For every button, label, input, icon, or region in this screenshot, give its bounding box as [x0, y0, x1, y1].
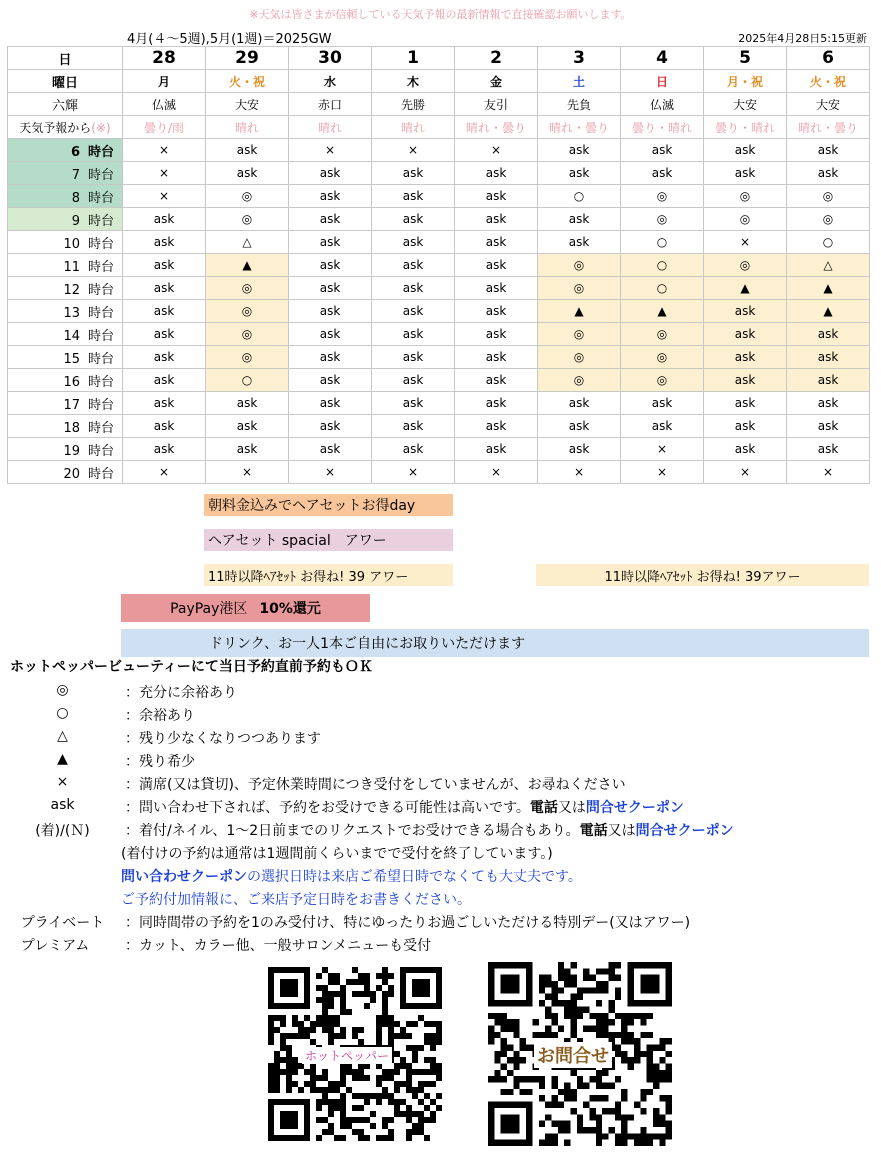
slot-cell[interactable]: ask	[538, 162, 621, 185]
hour-label	[8, 461, 123, 484]
hour-row	[8, 438, 870, 461]
hour-suffix: 時台	[87, 351, 114, 367]
slot-cell[interactable]: ask	[455, 162, 538, 185]
slot-cell[interactable]: ask	[372, 208, 455, 231]
date-row	[8, 47, 870, 70]
slot-cell[interactable]: ask	[206, 162, 289, 185]
legend-desc: ：カット、カラー他、一般サロンメニューも受付	[125, 938, 432, 954]
hotpepper-qr-code[interactable]	[268, 967, 442, 1145]
slot-cell[interactable]: ▲	[538, 300, 621, 323]
hour-suffix: 時台	[87, 397, 114, 413]
date-cell: 5	[704, 47, 787, 70]
hour-row	[8, 369, 870, 392]
slot-cell[interactable]: ask	[289, 346, 372, 369]
slot-cell[interactable]: ask	[704, 369, 787, 392]
legend-symbol: プライベート	[20, 915, 105, 931]
hour39-band-a	[204, 564, 453, 586]
slot-cell[interactable]: ask	[455, 415, 538, 438]
slot-cell[interactable]: ×	[123, 185, 206, 208]
hour-suffix: 時台	[87, 213, 114, 229]
hour-label	[8, 231, 123, 254]
slot-cell[interactable]: ask	[455, 323, 538, 346]
hour-number: 16	[63, 374, 80, 390]
weather-cell: 曇り・晴れ	[621, 116, 704, 139]
slot-cell[interactable]: ask	[289, 208, 372, 231]
special-band-text: ヘアセット spacial アワー	[208, 533, 387, 549]
hour-label	[8, 208, 123, 231]
slot-cell[interactable]: ◎	[206, 277, 289, 300]
slot-cell[interactable]: ▲	[704, 277, 787, 300]
slot-cell[interactable]: ask	[704, 139, 787, 162]
hour-suffix: 時台	[87, 190, 114, 206]
coupon-link[interactable]: 問合せクーポン	[585, 800, 684, 816]
ask-desc-text: ：問い合わせ下されば、予約をお受けできる可能性は高いです。	[125, 800, 530, 816]
slot-cell[interactable]: ask	[123, 300, 206, 323]
paypay-text: PayPay港区	[170, 601, 248, 617]
hour-number: 9	[71, 213, 80, 229]
slot-cell[interactable]: ◎	[206, 208, 289, 231]
slot-cell[interactable]: ask	[206, 438, 289, 461]
weather-label-mark: (※)	[91, 120, 111, 135]
slot-cell[interactable]: ask	[704, 162, 787, 185]
hour-number: 7	[71, 167, 80, 183]
slot-cell[interactable]: ask	[289, 323, 372, 346]
slot-cell[interactable]: ask	[289, 277, 372, 300]
drink-band-text: ドリンク、お一人1本ご自由にお取りいただけます	[209, 636, 526, 652]
slot-cell[interactable]: ask	[455, 392, 538, 415]
slot-cell[interactable]: ◎	[621, 185, 704, 208]
slot-cell[interactable]: ×	[372, 461, 455, 484]
slot-cell[interactable]: ○	[787, 231, 870, 254]
hour39-band-a-text: 11時以降ﾍｱｾｯﾄ お得ね! 39 アワー	[208, 569, 409, 585]
legend-desc: ：同時間帯の予約を1のみ受付け、特にゆったりお過ごしいただける特別デー(又はアワー)	[125, 915, 691, 931]
date-cell: 28	[123, 47, 206, 70]
slot-cell[interactable]: ask	[704, 438, 787, 461]
hour-row	[8, 162, 870, 185]
slot-cell[interactable]: △	[206, 231, 289, 254]
weather-cell: 晴れ・曇り	[538, 116, 621, 139]
slot-cell[interactable]: ask	[787, 323, 870, 346]
slot-cell[interactable]: ask	[455, 438, 538, 461]
or-text: 又は	[557, 800, 586, 816]
slot-cell[interactable]: ◎	[787, 208, 870, 231]
phone-label: 電話	[579, 823, 608, 839]
slot-cell[interactable]: ask	[704, 415, 787, 438]
drink-band	[121, 629, 869, 657]
slot-cell[interactable]: ask	[704, 300, 787, 323]
hour-number: 12	[63, 282, 80, 298]
weekday-cell: 土	[538, 70, 621, 93]
weekday-header-label: 曜日	[8, 70, 123, 93]
slot-cell[interactable]: ask	[206, 139, 289, 162]
slot-cell[interactable]: ask	[123, 415, 206, 438]
slot-cell[interactable]: ask	[455, 300, 538, 323]
slot-cell[interactable]: ask	[289, 415, 372, 438]
rokuyo-cell: 大安	[206, 93, 289, 116]
slot-cell[interactable]: ◎	[621, 369, 704, 392]
slot-cell[interactable]: ○	[206, 369, 289, 392]
hour-row	[8, 208, 870, 231]
legend-symbol: ◎	[56, 682, 69, 698]
slot-cell[interactable]: ask	[538, 231, 621, 254]
slot-cell[interactable]: ask	[372, 277, 455, 300]
paypay-rate: 10%還元	[259, 601, 321, 617]
slot-cell[interactable]: ask	[538, 208, 621, 231]
slot-cell[interactable]: ask	[123, 369, 206, 392]
slot-cell[interactable]: ask	[787, 369, 870, 392]
hour-label	[8, 300, 123, 323]
weather-cell: 晴れ	[289, 116, 372, 139]
date-cell: 3	[538, 47, 621, 70]
slot-cell[interactable]: ◎	[206, 185, 289, 208]
slot-cell[interactable]: ask	[206, 415, 289, 438]
slot-cell[interactable]: ask	[704, 392, 787, 415]
slot-cell[interactable]: ◎	[787, 185, 870, 208]
slot-cell[interactable]: ask	[289, 162, 372, 185]
hour-number: 6	[70, 144, 80, 160]
legend-symbol: ×	[56, 774, 69, 790]
slot-cell[interactable]: ◎	[538, 277, 621, 300]
slot-cell[interactable]: ○	[621, 231, 704, 254]
legend-symbol: ○	[56, 705, 69, 721]
slot-cell[interactable]: ask	[289, 392, 372, 415]
hour-row	[8, 139, 870, 162]
slot-cell[interactable]: ask	[123, 392, 206, 415]
slot-cell[interactable]: ×	[123, 139, 206, 162]
legend-desc: ：残り少なくなりつつあります	[125, 731, 321, 747]
hour-number: 11	[63, 259, 80, 275]
slot-cell[interactable]: ×	[372, 139, 455, 162]
slot-cell[interactable]: ask	[372, 369, 455, 392]
slot-cell[interactable]: ask	[621, 139, 704, 162]
rokuyo-header-label: 六輝	[8, 93, 123, 116]
slot-cell[interactable]: ask	[372, 231, 455, 254]
hour-row	[8, 346, 870, 369]
slot-cell[interactable]: ask	[455, 369, 538, 392]
slot-cell[interactable]: ×	[621, 461, 704, 484]
slot-cell[interactable]: ◎	[704, 254, 787, 277]
kitsuke-desc-text: ：着付/ネイル、1～2日前までのリクエストでお受けできる場合もあり。	[125, 823, 580, 839]
weather-cell: 晴れ	[372, 116, 455, 139]
hour-row	[8, 231, 870, 254]
rokuyo-row	[8, 93, 870, 116]
slot-cell[interactable]: ask	[123, 277, 206, 300]
legend-symbol: プレミアム	[20, 938, 90, 954]
rokuyo-cell: 仏滅	[123, 93, 206, 116]
hour-number: 8	[71, 190, 80, 206]
slot-cell[interactable]: ask	[787, 346, 870, 369]
hour-suffix: 時台	[87, 374, 114, 390]
slot-cell[interactable]: ×	[455, 461, 538, 484]
slot-cell[interactable]: ask	[538, 438, 621, 461]
weekday-cell: 水	[289, 70, 372, 93]
kitsuke-note: (着付けの予約は通常は1週間前くらいまでで受付を終了しています。)	[121, 846, 553, 862]
legend-symbol: △	[57, 728, 68, 744]
slot-cell[interactable]: ◎	[621, 346, 704, 369]
hour-number: 19	[63, 443, 80, 459]
hour-row	[8, 461, 870, 484]
hour-row	[8, 300, 870, 323]
rokuyo-cell: 仏滅	[621, 93, 704, 116]
hour-label	[8, 392, 123, 415]
rokuyo-cell: 赤口	[289, 93, 372, 116]
weekday-row	[8, 70, 870, 93]
weather-cell: 晴れ	[206, 116, 289, 139]
weekday-cell: 木	[372, 70, 455, 93]
updated-timestamp: 2025年4月28日5:15更新	[738, 32, 867, 45]
date-cell: 2	[455, 47, 538, 70]
slot-cell[interactable]: ○	[538, 185, 621, 208]
rokuyo-cell: 先勝	[372, 93, 455, 116]
hour-number: 20	[63, 466, 80, 482]
availability-table	[7, 46, 870, 484]
slot-cell[interactable]: ask	[455, 346, 538, 369]
hour-row	[8, 392, 870, 415]
slot-cell[interactable]: ask	[372, 254, 455, 277]
legend-desc: ：満席(又は貸切)、予定休業時間につき受付をしていませんが、お尋ねください	[125, 777, 626, 793]
weather-cell: 曇り・晴れ	[704, 116, 787, 139]
hour-number: 13	[63, 305, 80, 321]
slot-cell[interactable]: ask	[704, 323, 787, 346]
slot-cell[interactable]: ×	[289, 139, 372, 162]
hour-suffix: 時台	[87, 466, 114, 482]
slot-cell[interactable]: ask	[123, 254, 206, 277]
hour-number: 10	[63, 236, 80, 252]
slot-cell[interactable]: ask	[787, 162, 870, 185]
qr-label-hotpepper: ホットペッパー	[302, 1047, 392, 1064]
slot-cell[interactable]: ask	[289, 185, 372, 208]
slot-cell[interactable]: ◎	[538, 254, 621, 277]
slot-cell[interactable]: ◎	[704, 208, 787, 231]
hour-label	[8, 323, 123, 346]
slot-cell[interactable]: ×	[289, 461, 372, 484]
hour-label	[8, 139, 123, 162]
hour-row	[8, 277, 870, 300]
slot-cell[interactable]: ask	[787, 415, 870, 438]
slot-cell[interactable]: ×	[123, 162, 206, 185]
hour-label	[8, 346, 123, 369]
hour-label	[8, 438, 123, 461]
hour-label	[8, 254, 123, 277]
slot-cell[interactable]: ◎	[538, 346, 621, 369]
or-text: 又は	[607, 823, 636, 839]
slot-cell[interactable]: ask	[289, 231, 372, 254]
hour-row	[8, 415, 870, 438]
slot-cell[interactable]: ▲	[787, 300, 870, 323]
weather-cell: 晴れ・曇り	[787, 116, 870, 139]
hour-suffix: 時台	[87, 236, 114, 252]
weather-header-label	[8, 116, 123, 139]
slot-cell[interactable]: ask	[787, 392, 870, 415]
legend-desc: ：残り希少	[125, 754, 195, 770]
slot-cell[interactable]: ◎	[704, 185, 787, 208]
slot-cell[interactable]: ×	[455, 139, 538, 162]
hour-suffix: 時台	[87, 259, 114, 275]
slot-cell[interactable]: ◎	[538, 369, 621, 392]
slot-cell[interactable]: ▲	[206, 254, 289, 277]
weekday-cell: 月	[123, 70, 206, 93]
inquiry-coupon-link[interactable]: 問い合わせクーポン	[121, 869, 247, 885]
slot-cell[interactable]: ask	[621, 392, 704, 415]
inquiry-qr-code[interactable]	[488, 962, 672, 1150]
rokuyo-cell: 友引	[455, 93, 538, 116]
slot-cell[interactable]: ask	[787, 438, 870, 461]
hour-suffix: 時台	[87, 144, 114, 160]
hour39-band-b-text: 11時以降ﾍｱｾｯﾄ お得ね! 39アワー	[604, 569, 801, 585]
slot-cell[interactable]: ask	[704, 346, 787, 369]
legend-desc	[125, 820, 734, 840]
coupon-note-text: の選択日時は来店ご希望日時でなくても大丈夫です。	[247, 869, 582, 885]
slot-cell[interactable]: ask	[372, 415, 455, 438]
weekday-cell: 金	[455, 70, 538, 93]
weekday-cell: 火・祝	[787, 70, 870, 93]
slot-cell[interactable]: ask	[123, 208, 206, 231]
hour-label	[8, 415, 123, 438]
date-cell: 4	[621, 47, 704, 70]
legend-symbol: ask	[50, 797, 75, 813]
hour39-band-b	[536, 564, 869, 586]
slot-cell[interactable]: ask	[621, 415, 704, 438]
slot-cell[interactable]: ○	[621, 277, 704, 300]
breakfast-band	[204, 494, 453, 516]
legend-desc: ：余裕あり	[125, 708, 195, 724]
slot-cell[interactable]: ◎	[538, 323, 621, 346]
slot-cell[interactable]: ask	[206, 392, 289, 415]
slot-cell[interactable]: ask	[455, 185, 538, 208]
hour-suffix: 時台	[87, 282, 114, 298]
date-cell: 30	[289, 47, 372, 70]
qr-label-inquiry: お問合せ	[534, 1042, 612, 1068]
slot-cell[interactable]: ask	[123, 438, 206, 461]
slot-cell[interactable]: ask	[123, 323, 206, 346]
slot-cell[interactable]: ask	[289, 369, 372, 392]
slot-cell[interactable]: ask	[538, 392, 621, 415]
slot-cell[interactable]: ×	[704, 461, 787, 484]
hour-row	[8, 185, 870, 208]
hour-number: 17	[63, 397, 80, 413]
hour-suffix: 時台	[87, 420, 114, 436]
weather-notice: ※天気は皆さまが信頼している天気予報の最新情報で直接確認お願いします。	[249, 8, 632, 21]
legend-symbol: ▲	[57, 751, 68, 767]
slot-cell[interactable]: ask	[372, 162, 455, 185]
slot-cell[interactable]: ask	[538, 139, 621, 162]
slot-cell[interactable]: ×	[704, 231, 787, 254]
period-title: 4月(４～5週),5月(1週)＝2025GW	[127, 32, 332, 47]
slot-cell[interactable]: ask	[787, 139, 870, 162]
hour-number: 15	[63, 351, 80, 367]
slot-cell[interactable]: ◎	[206, 346, 289, 369]
slot-cell[interactable]: ask	[455, 208, 538, 231]
slot-cell[interactable]: ask	[455, 277, 538, 300]
slot-cell[interactable]: ◎	[621, 208, 704, 231]
slot-cell[interactable]: ask	[372, 392, 455, 415]
coupon-note	[121, 866, 582, 886]
slot-cell[interactable]: ask	[455, 231, 538, 254]
hour-suffix: 時台	[87, 443, 114, 459]
hour-label	[8, 277, 123, 300]
slot-cell[interactable]: ask	[372, 185, 455, 208]
date-cell: 6	[787, 47, 870, 70]
weather-cell: 晴れ・曇り	[455, 116, 538, 139]
rokuyo-cell: 先負	[538, 93, 621, 116]
hour-row	[8, 254, 870, 277]
legend-desc: ：充分に余裕あり	[125, 685, 237, 701]
date-cell: 1	[372, 47, 455, 70]
paypay-band	[121, 594, 370, 622]
hour-suffix: 時台	[87, 167, 114, 183]
weather-row	[8, 116, 870, 139]
legend-title: ホットペッパービューティーにて当日予約直前予約もＯＫ	[10, 659, 373, 675]
weekday-cell: 火・祝	[206, 70, 289, 93]
slot-cell[interactable]: ask	[621, 162, 704, 185]
slot-cell[interactable]: ▲	[787, 277, 870, 300]
legend-desc	[125, 797, 684, 817]
rokuyo-cell: 大安	[787, 93, 870, 116]
visit-date-note: ご予約付加情報に、ご来店予定日時をお書きください。	[121, 892, 471, 908]
weather-cell: 曇り/雨	[123, 116, 206, 139]
slot-cell[interactable]: ask	[538, 415, 621, 438]
hour-number: 14	[63, 328, 80, 344]
slot-cell[interactable]: ○	[621, 254, 704, 277]
slot-cell[interactable]: ◎	[206, 300, 289, 323]
phone-label: 電話	[529, 800, 558, 816]
slot-cell[interactable]: ask	[289, 300, 372, 323]
legend-symbol: (着)/(Ｎ)	[35, 823, 90, 839]
slot-cell[interactable]: ask	[123, 346, 206, 369]
slot-cell[interactable]: △	[787, 254, 870, 277]
weather-label-text: 天気予報から	[19, 120, 92, 135]
slot-cell[interactable]: ×	[538, 461, 621, 484]
hour-suffix: 時台	[87, 305, 114, 321]
slot-cell[interactable]: ×	[123, 461, 206, 484]
special-band	[204, 529, 453, 551]
coupon-link[interactable]: 問合せクーポン	[635, 823, 734, 839]
weekday-cell: 日	[621, 70, 704, 93]
hour-label	[8, 185, 123, 208]
hour-suffix: 時台	[87, 328, 114, 344]
slot-cell[interactable]: ask	[123, 231, 206, 254]
slot-cell[interactable]: ask	[289, 438, 372, 461]
slot-cell[interactable]: ×	[787, 461, 870, 484]
hour-number: 18	[63, 420, 80, 436]
date-header-label: 日	[8, 47, 123, 70]
slot-cell[interactable]: ask	[372, 438, 455, 461]
slot-cell[interactable]: ask	[455, 254, 538, 277]
slot-cell[interactable]: ×	[206, 461, 289, 484]
slot-cell[interactable]: ask	[289, 254, 372, 277]
slot-cell[interactable]: ×	[621, 438, 704, 461]
slot-cell[interactable]: ▲	[621, 300, 704, 323]
hour-label	[8, 162, 123, 185]
slot-cell[interactable]: ◎	[206, 323, 289, 346]
weekday-cell: 月・祝	[704, 70, 787, 93]
hour-label	[8, 369, 123, 392]
slot-cell[interactable]: ask	[372, 300, 455, 323]
slot-cell[interactable]: ◎	[621, 323, 704, 346]
hour-row	[8, 323, 870, 346]
date-cell: 29	[206, 47, 289, 70]
slot-cell[interactable]: ask	[372, 346, 455, 369]
breakfast-band-text: 朝料金込みでヘアセットお得day	[208, 498, 416, 514]
rokuyo-cell: 大安	[704, 93, 787, 116]
slot-cell[interactable]: ask	[372, 323, 455, 346]
